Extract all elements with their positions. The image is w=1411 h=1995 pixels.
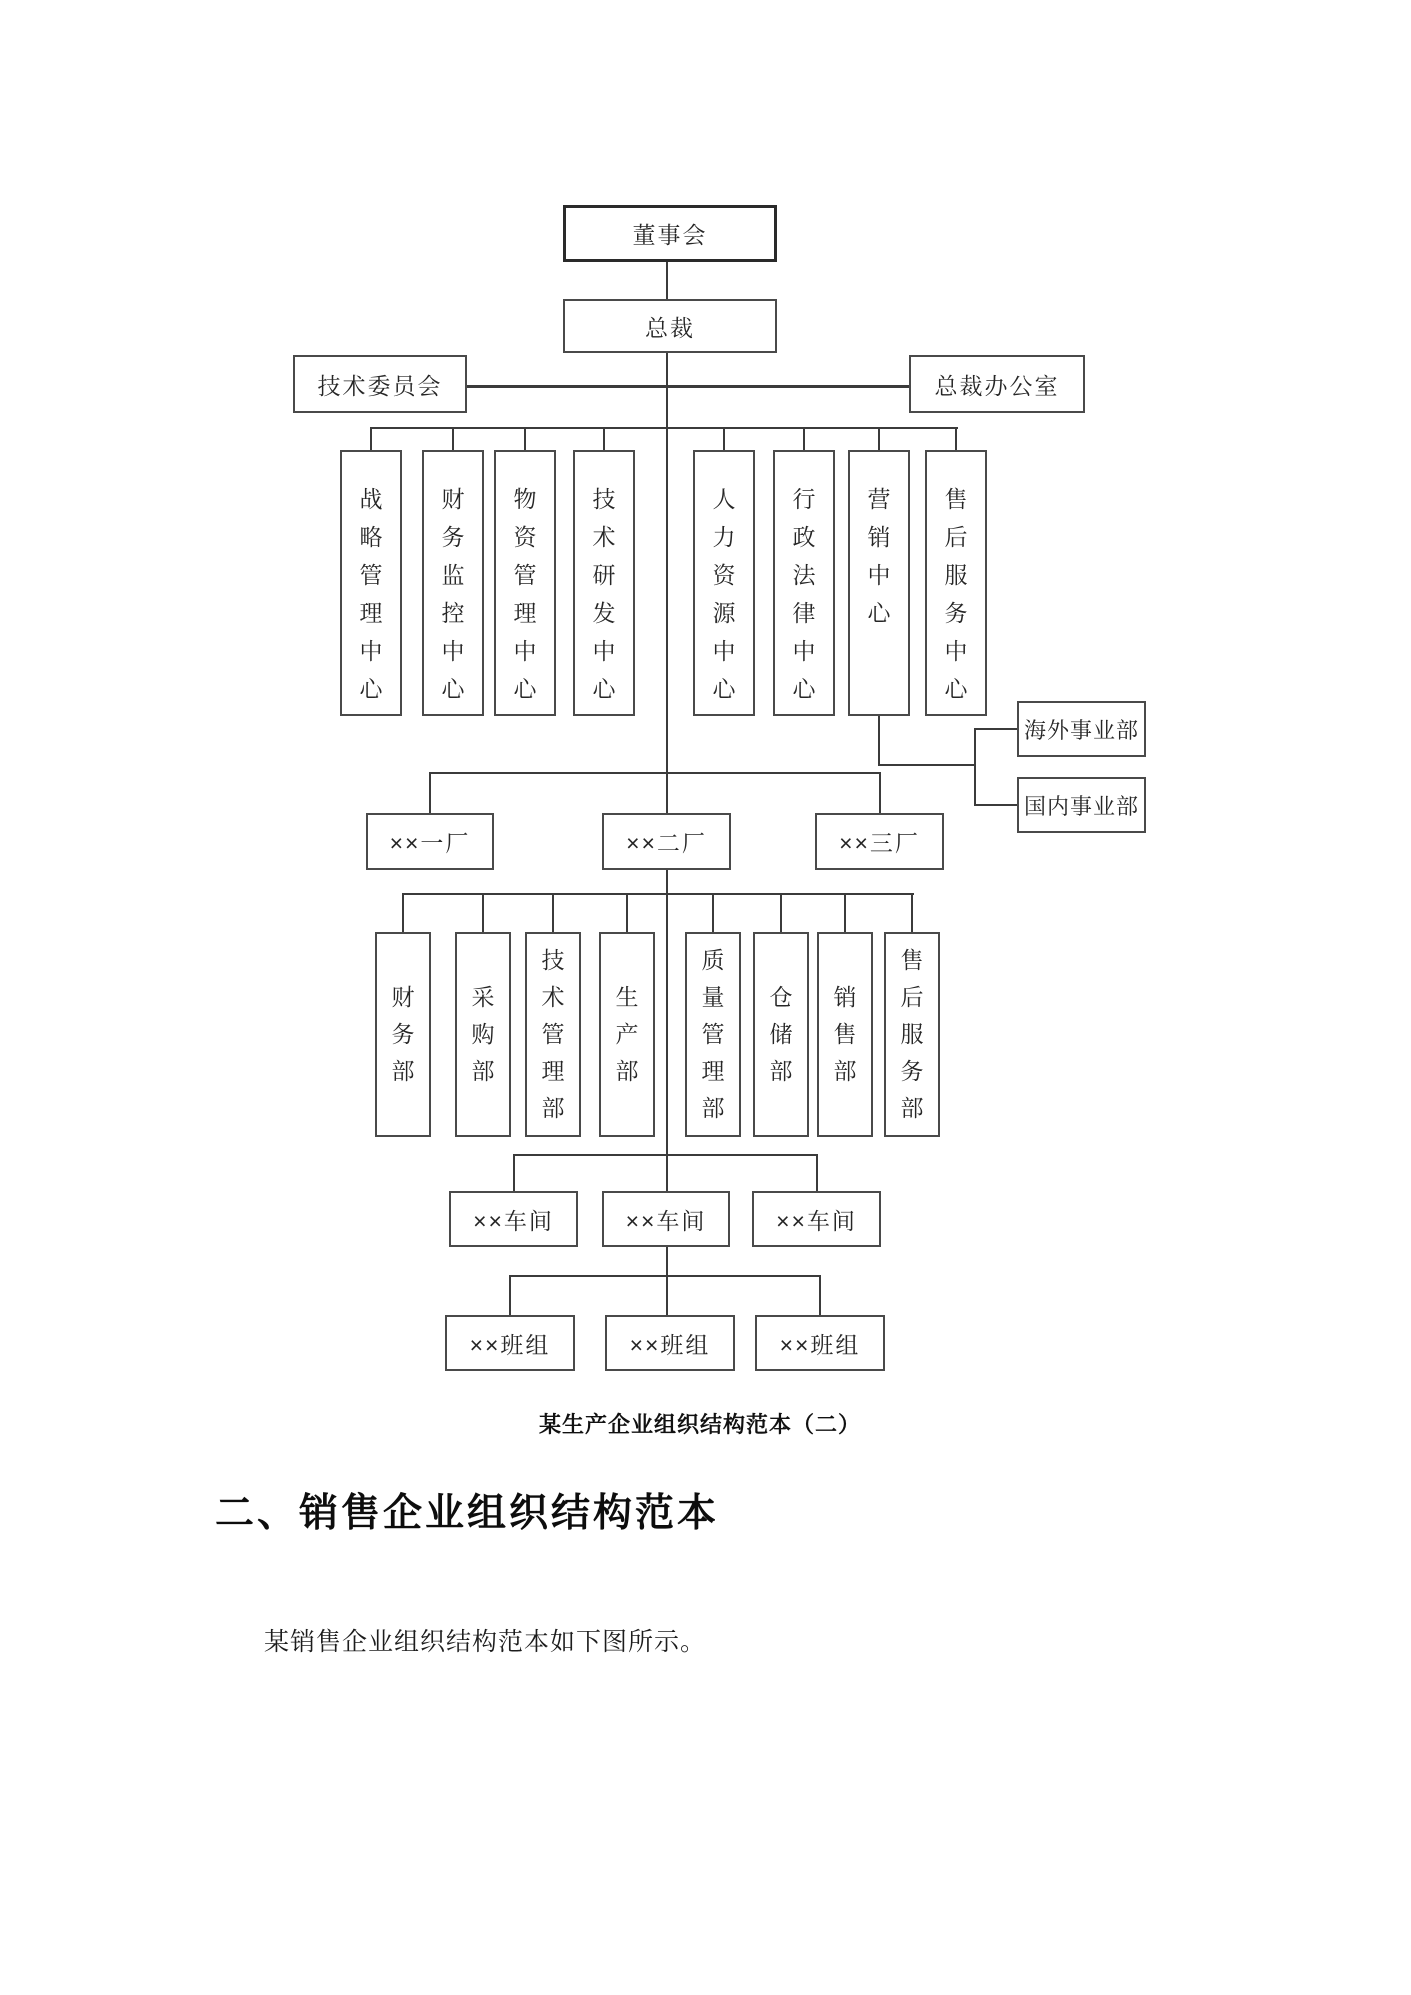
connector-line <box>844 893 846 932</box>
connector-line <box>509 1275 821 1277</box>
connector-line <box>552 893 554 932</box>
workshop-2-box: ××车间 <box>602 1191 730 1247</box>
finance-supervision-center-box: 财 务 监 控 中 心 <box>422 450 484 716</box>
strategy-management-center-box: 战 略 管 理 中 心 <box>340 450 402 716</box>
connector-line <box>666 353 668 813</box>
connector-line <box>402 893 404 932</box>
workshop-1-box: ××车间 <box>449 1191 578 1247</box>
domestic-division-box: 国内事业部 <box>1017 777 1146 833</box>
admin-legal-center-box: 行 政 法 律 中 心 <box>773 450 835 716</box>
connector-line <box>879 772 881 813</box>
factory-2-box: ××二厂 <box>602 813 731 870</box>
section-heading: 二、销售企业组织结构范本 <box>215 1492 720 1535</box>
connector-line <box>603 427 605 450</box>
board-of-directors-box: 董事会 <box>563 205 777 262</box>
connector-line <box>513 1154 515 1191</box>
connector-line <box>974 728 976 806</box>
tech-management-dept-box: 技 术 管 理 部 <box>525 932 581 1137</box>
workshop-3-box: ××车间 <box>752 1191 881 1247</box>
connector-line <box>816 1154 818 1191</box>
connector-line <box>878 716 880 766</box>
sales-dept-box: 销 售 部 <box>817 932 873 1137</box>
connector-line <box>712 893 714 932</box>
connector-line <box>878 764 976 766</box>
connector-line <box>524 427 526 450</box>
connector-line <box>626 893 628 932</box>
figure-caption: 某生产企业组织结构范本（二） <box>538 1412 861 1437</box>
president-box: 总裁 <box>563 299 777 353</box>
connector-line <box>370 427 958 429</box>
factory-3-box: ××三厂 <box>815 813 944 870</box>
production-dept-box: 生 产 部 <box>599 932 655 1137</box>
team-1-box: ××班组 <box>445 1315 575 1371</box>
team-2-box: ××班组 <box>605 1315 735 1371</box>
connector-line <box>803 427 805 450</box>
connector-line <box>780 893 782 932</box>
tech-rnd-center-box: 技 术 研 发 中 心 <box>573 450 635 716</box>
quality-management-dept-box: 质 量 管 理 部 <box>685 932 741 1137</box>
warehouse-dept-box: 仓 储 部 <box>753 932 809 1137</box>
connector-line <box>955 427 957 450</box>
connector-line <box>819 1275 821 1315</box>
factory-1-box: ××一厂 <box>366 813 494 870</box>
connector-line <box>878 427 880 450</box>
connector-line <box>666 870 668 1191</box>
overseas-division-box: 海外事业部 <box>1017 701 1146 757</box>
connector-line <box>402 893 914 895</box>
hr-center-box: 人 力 资 源 中 心 <box>693 450 755 716</box>
marketing-center-box: 营 销 中 心 <box>848 450 910 716</box>
body-paragraph: 某销售企业组织结构范本如下图所示。 <box>264 1628 707 1656</box>
after-sales-center-box: 售 后 服 务 中 心 <box>925 450 987 716</box>
team-3-box: ××班组 <box>755 1315 885 1371</box>
materials-management-center-box: 物 资 管 理 中 心 <box>494 450 556 716</box>
connector-line <box>482 893 484 932</box>
purchasing-dept-box: 采 购 部 <box>455 932 511 1137</box>
connector-line <box>513 1154 818 1156</box>
connector-line <box>666 262 668 299</box>
connector-line <box>911 893 913 932</box>
connector-line <box>467 385 909 388</box>
tech-committee-box: 技术委员会 <box>293 355 467 413</box>
connector-line <box>723 427 725 450</box>
connector-line <box>429 772 431 813</box>
connector-line <box>666 1247 668 1315</box>
president-office-box: 总裁办公室 <box>909 355 1085 413</box>
connector-line <box>429 772 881 774</box>
connector-line <box>974 804 1017 806</box>
connector-line <box>509 1275 511 1315</box>
after-sales-service-dept-box: 售 后 服 务 部 <box>884 932 940 1137</box>
connector-line <box>452 427 454 450</box>
connector-line <box>370 427 372 450</box>
connector-line <box>974 728 1017 730</box>
finance-dept-box: 财 务 部 <box>375 932 431 1137</box>
